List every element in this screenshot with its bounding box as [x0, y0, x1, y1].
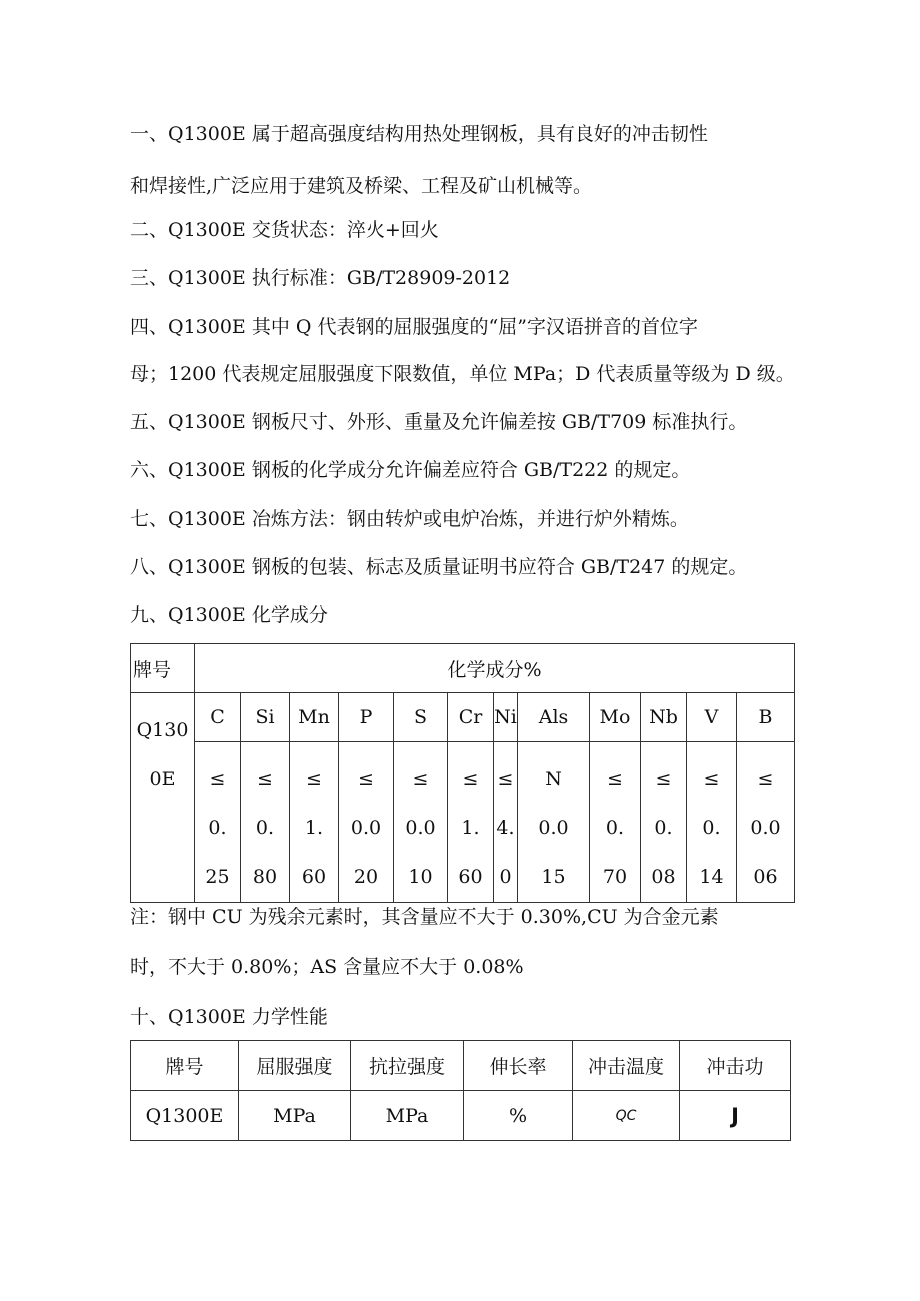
- value-part: 0.: [654, 817, 673, 839]
- value-cell: [394, 742, 448, 903]
- value-part: 25: [205, 866, 230, 888]
- paragraph-3: 三、Q1300E 执行标准：GB/T28909-2012: [130, 267, 511, 289]
- value-part: 0.: [255, 817, 275, 839]
- value-part: ≤: [703, 768, 720, 790]
- value-part: 80: [252, 866, 278, 888]
- value-part: ≤: [462, 768, 479, 790]
- value-part: 60: [301, 866, 327, 888]
- element-header: Ni: [494, 693, 518, 742]
- value-part: 15: [541, 866, 566, 888]
- paragraph-5: 五、Q1300E 钢板尺寸、外形、重量及允许偏差按 GB/T709 标准执行。: [130, 411, 748, 433]
- paragraph-4: 四、Q1300E 其中 Q 代表钢的屈服强度的“屈”字汉语拼音的首位字: [130, 316, 698, 338]
- paragraph-4-cont: 母；1200 代表规定屈服强度下限数值，单位 MPa；D 代表质量等级为 D 级。: [130, 363, 795, 385]
- mech-cell: J: [680, 1091, 791, 1141]
- mech-header: 冲击温度: [573, 1041, 680, 1091]
- section-nine-title: 九、Q1300E 化学成分: [130, 604, 328, 626]
- composition-header: 化学成分%: [195, 644, 795, 693]
- value-part: 06: [753, 866, 778, 888]
- mech-header: 伸长率: [464, 1041, 573, 1091]
- mech-cell: MPa: [239, 1091, 351, 1141]
- element-header: Si: [241, 693, 290, 742]
- element-header: Nb: [641, 693, 687, 742]
- value-part: 0.0: [405, 817, 436, 839]
- value-part: N: [545, 768, 562, 790]
- grade-line: 0E: [149, 768, 176, 790]
- value-part: ≤: [209, 768, 226, 790]
- value-cell: [737, 742, 795, 903]
- element-header: P: [339, 693, 394, 742]
- element-header: Als: [518, 693, 590, 742]
- value-part: 70: [602, 866, 628, 888]
- value-part: 0: [499, 866, 512, 888]
- value-part: ≤: [607, 768, 623, 790]
- paragraph-1-cont: 和焊接性,广泛应用于建筑及桥梁、工程及矿山机械等。: [130, 175, 593, 197]
- value-cell: [494, 742, 518, 903]
- value-cell: [641, 742, 687, 903]
- grade-line: Q130: [136, 719, 189, 741]
- mech-header: 抗拉强度: [351, 1041, 464, 1091]
- element-header: C: [195, 693, 241, 742]
- paragraph-7: 七、Q1300E 冶炼方法：钢由转炉或电炉冶炼，并进行炉外精炼。: [130, 508, 689, 530]
- note-line-2: 时，不大于 0.80%；AS 含量应不大于 0.08%: [130, 956, 524, 978]
- mech-cell: Q1300E: [131, 1091, 239, 1141]
- value-part: 1.: [461, 817, 480, 839]
- element-header: Mn: [290, 693, 339, 742]
- value-part: 08: [651, 866, 676, 888]
- mechanical-properties-table: [130, 1040, 791, 1141]
- value-cell: [339, 742, 394, 903]
- element-header: V: [687, 693, 737, 742]
- value-cell: [241, 742, 290, 903]
- value-part: 0.0: [538, 817, 569, 839]
- paragraph-8: 八、Q1300E 钢板的包装、标志及质量证明书应符合 GB/T247 的规定。: [130, 556, 748, 578]
- value-part: 14: [699, 866, 724, 888]
- value-part: ≤: [757, 768, 774, 790]
- element-header: S: [394, 693, 448, 742]
- mech-cell: QC: [573, 1091, 680, 1141]
- value-part: ≤: [306, 768, 322, 790]
- value-cell: [448, 742, 494, 903]
- element-header: B: [737, 693, 795, 742]
- mech-cell: %: [464, 1091, 573, 1141]
- brand-header: 牌号: [131, 644, 195, 693]
- element-header: Mo: [590, 693, 641, 742]
- grade-cell: [131, 693, 195, 903]
- value-part: 0.: [208, 817, 227, 839]
- mech-header: 冲击功: [680, 1041, 791, 1091]
- section-ten-title: 十、Q1300E 力学性能: [130, 1006, 328, 1028]
- value-cell: [290, 742, 339, 903]
- value-part: ≤: [358, 768, 374, 790]
- element-header: Cr: [448, 693, 494, 742]
- paragraph-2: 二、Q1300E 交货状态：淬火+回火: [130, 219, 439, 241]
- value-part: 20: [353, 866, 379, 888]
- value-part: 0.0: [350, 817, 382, 839]
- chemical-composition-table: [130, 643, 795, 903]
- mech-cell: MPa: [351, 1091, 464, 1141]
- value-part: 0.0: [750, 817, 781, 839]
- note-line-1: 注：钢中 CU 为残余元素时，其含量应不大于 0.30%,CU 为合金元素: [130, 906, 719, 928]
- value-part: ≤: [655, 768, 672, 790]
- value-part: ≤: [412, 768, 429, 790]
- value-part: 0.: [702, 817, 721, 839]
- mech-header: 屈服强度: [239, 1041, 351, 1091]
- value-part: 10: [408, 866, 433, 888]
- value-cell: [590, 742, 641, 903]
- value-cell: [518, 742, 590, 903]
- paragraph-6: 六、Q1300E 钢板的化学成分允许偏差应符合 GB/T222 的规定。: [130, 459, 691, 481]
- value-part: 1.: [304, 817, 324, 839]
- value-part: 0.: [605, 817, 625, 839]
- value-part: ≤: [497, 768, 514, 790]
- value-part: 4.: [496, 817, 515, 839]
- paragraph-1: 一、Q1300E 属于超高强度结构用热处理钢板，具有良好的冲击韧性: [130, 123, 708, 145]
- value-part: ≤: [257, 768, 273, 790]
- value-cell: [195, 742, 241, 903]
- mech-header: 牌号: [131, 1041, 239, 1091]
- value-cell: [687, 742, 737, 903]
- value-part: 60: [458, 866, 483, 888]
